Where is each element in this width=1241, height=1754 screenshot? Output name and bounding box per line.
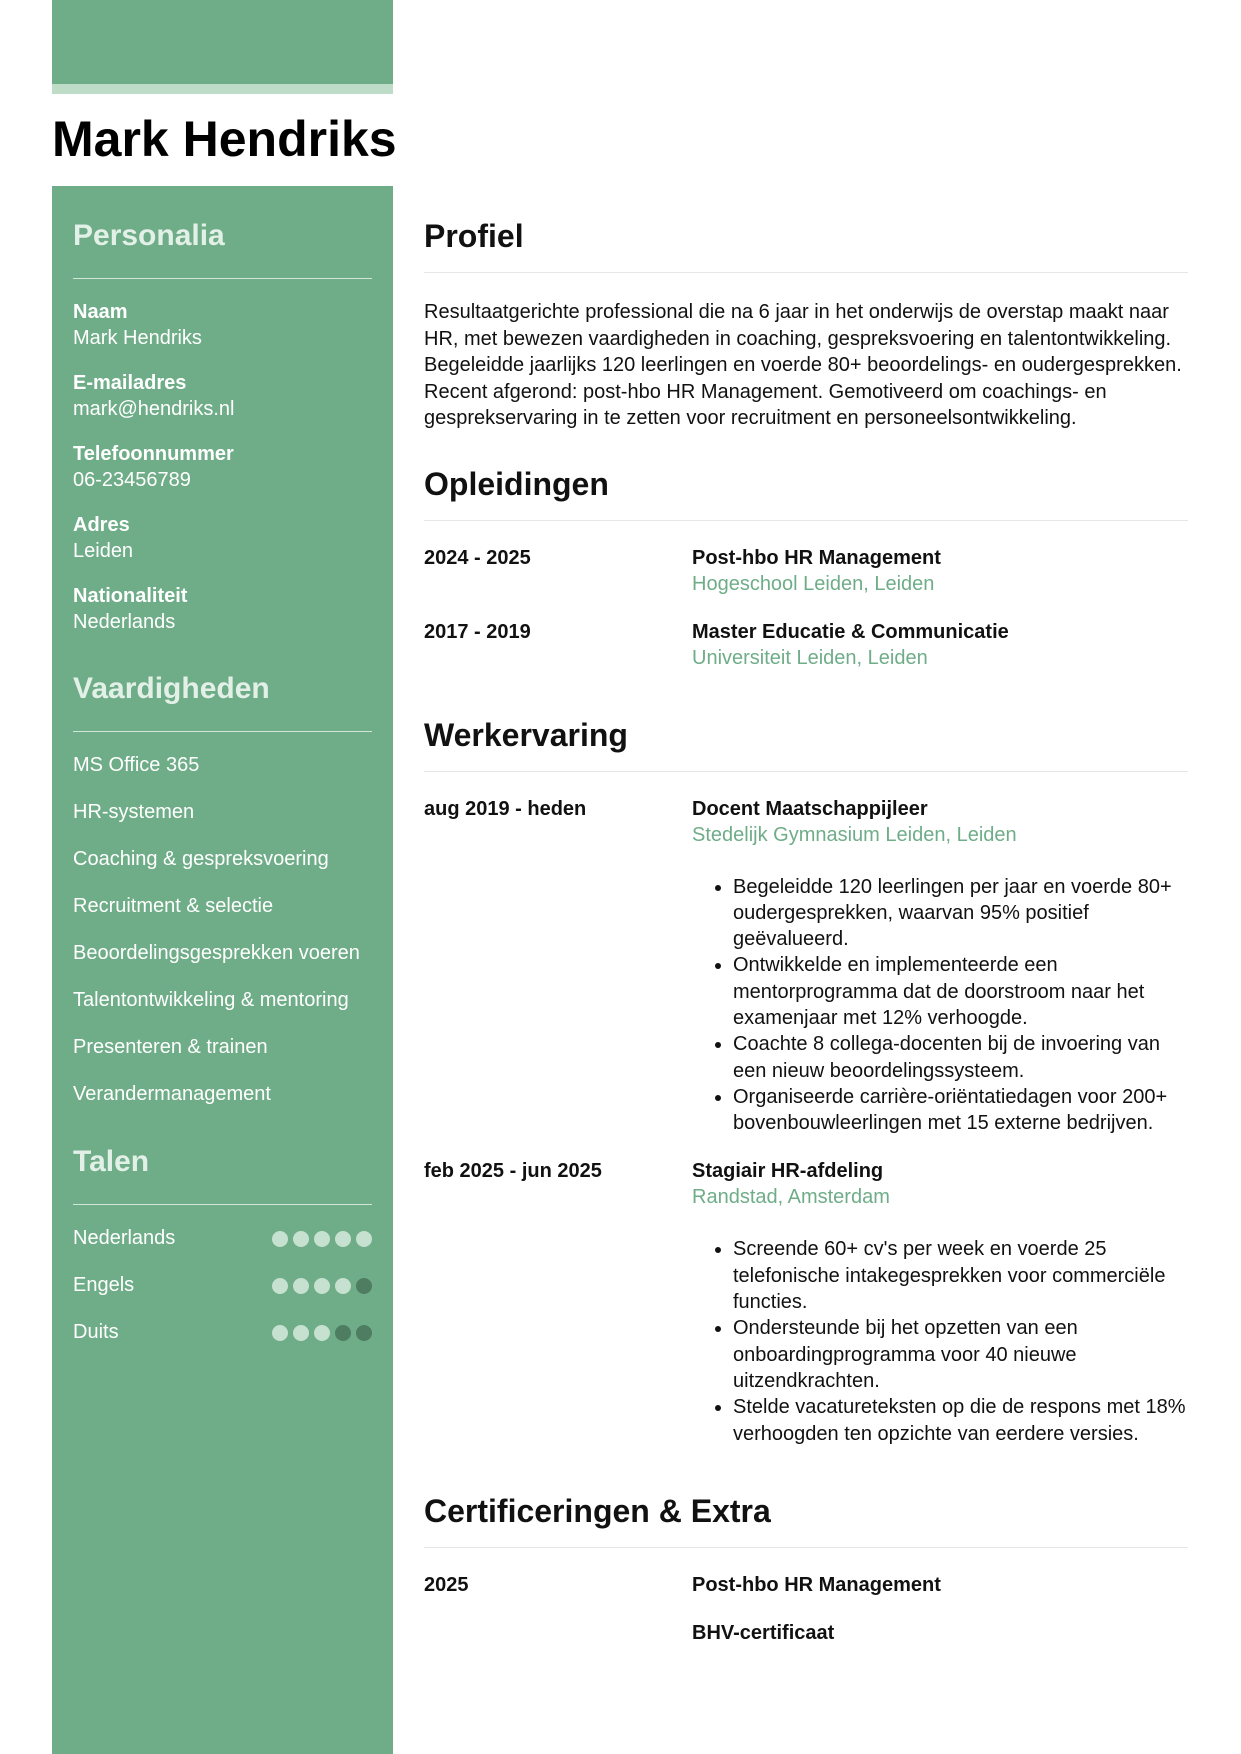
- entry-body: [692, 545, 1188, 597]
- bullet-item: • Organiseerde carrière-oriëntatiedagen voor 200+ bovenbouwleerlingen met 15 externe bedrijven.: [733, 1084, 1188, 1137]
- field-label: Adres: [73, 514, 130, 536]
- certifications-heading: Certificeringen & Extra: [424, 1481, 1188, 1548]
- level-dot-filled: [335, 1278, 351, 1294]
- experience-entry: [424, 796, 1188, 1137]
- entry-title: Docent Maatschappijleer: [692, 797, 928, 820]
- header-band: [52, 0, 393, 84]
- sidebar: [73, 206, 372, 1370]
- skill-item: Talentontwikkeling & mentoring: [73, 989, 349, 1011]
- entry-institution: Universiteit Leiden, Leiden: [692, 646, 928, 669]
- entry-bullets: [692, 874, 1188, 1137]
- candidate-name: Mark Hendriks: [52, 111, 397, 167]
- level-dot-empty: [356, 1325, 372, 1341]
- language-name: Nederlands: [73, 1227, 176, 1249]
- header-band-accent: [52, 84, 393, 94]
- education-entries: [424, 521, 1188, 705]
- bullet-item: • Ondersteunde bij het opzetten van een onboardingprogramma voor 40 nieuwe uitzendkrachten.: [733, 1315, 1188, 1394]
- profile-text: Resultaatgerichte professional die na 6 jaar in het onderwijs de overstap maakt naar HR, met bewezen vaardigheden in coaching, gespreksvoering en talentontwikkeling. Begeleidde jaarlijks 120 leerlingen en voerde 80+ beoordelings- en oudergesprekken. Recent afgerond: post-hbo HR Management. Gemotiveerd om coachings- en gesprekservaring in te zetten voor recruitment en personeelsontwikkeling.: [424, 301, 1182, 429]
- field-label: Naam: [73, 301, 128, 323]
- level-dot-filled: [272, 1278, 288, 1294]
- language-level-dots: [272, 1231, 372, 1247]
- bullet-item: • Begeleidde 120 leerlingen per jaar en voerde 80+ oudergesprekken, waarvan 95% positief geëvalueerd.: [733, 874, 1188, 953]
- field-nationaliteit: [73, 583, 372, 635]
- entry-date: 2025: [424, 1573, 469, 1596]
- entry-employer: Stedelijk Gymnasium Leiden, Leiden: [692, 823, 1017, 846]
- language-level-dots: [272, 1278, 372, 1294]
- entry-date: 2024 - 2025: [424, 546, 531, 569]
- skill-item: Coaching & gespreksvoering: [73, 848, 329, 870]
- entry-date: aug 2019 - heden: [424, 797, 587, 820]
- entry-title: Post-hbo HR Management: [692, 546, 941, 569]
- entry-body: [692, 619, 1188, 671]
- field-label: E-mailadres: [73, 372, 187, 394]
- experience-section: [424, 705, 1188, 1481]
- field-value: 06-23456789: [73, 469, 191, 491]
- field-adres: [73, 512, 372, 564]
- bullet-item: • Ontwikkelde en implementeerde een mentorprogramma dat de doorstroom naar het examenjaar met 12% verhoogde.: [733, 952, 1188, 1031]
- entry-institution: Hogeschool Leiden, Leiden: [692, 572, 935, 595]
- field-telefoon: [73, 441, 372, 493]
- level-dot-filled: [293, 1325, 309, 1341]
- level-dot-empty: [335, 1325, 351, 1341]
- certification-item: Post-hbo HR Management: [692, 1573, 941, 1596]
- profile-heading: Profiel: [424, 206, 1188, 273]
- education-section: [424, 454, 1188, 705]
- languages-section: [73, 1132, 372, 1346]
- entry-body: [692, 1158, 1188, 1446]
- entry-title: Master Educatie & Communicatie: [692, 620, 1009, 643]
- level-dot-filled: [293, 1278, 309, 1294]
- entry-employer: Randstad, Amsterdam: [692, 1186, 890, 1209]
- skills-heading: Vaardigheden: [73, 659, 372, 732]
- skill-item: Recruitment & selectie: [73, 895, 274, 917]
- certification-entry: [424, 1572, 1188, 1668]
- profile-section: [424, 206, 1188, 454]
- level-dot-filled: [314, 1278, 330, 1294]
- language-level-dots: [272, 1325, 372, 1341]
- field-value: mark@hendriks.nl: [73, 398, 235, 420]
- education-entry: [424, 619, 1188, 671]
- experience-heading: Werkervaring: [424, 705, 1188, 772]
- personalia-section: [73, 206, 372, 635]
- field-email: [73, 370, 372, 422]
- entry-body: [692, 796, 1188, 1137]
- skills-section: [73, 659, 372, 1108]
- skills-list: [73, 732, 372, 1108]
- entry-bullets: [692, 1236, 1188, 1446]
- level-dot-empty: [356, 1278, 372, 1294]
- languages-list: [73, 1205, 372, 1346]
- field-value: Nederlands: [73, 611, 176, 633]
- personalia-fields: [73, 279, 372, 635]
- entry-date: feb 2025 - jun 2025: [424, 1160, 602, 1183]
- language-item: [73, 1225, 372, 1252]
- level-dot-filled: [272, 1231, 288, 1247]
- level-dot-filled: [293, 1231, 309, 1247]
- field-label: Nationaliteit: [73, 585, 188, 607]
- education-heading: Opleidingen: [424, 454, 1188, 521]
- certification-item: BHV-certificaat: [692, 1621, 835, 1644]
- education-entry: [424, 545, 1188, 597]
- language-name: Duits: [73, 1321, 119, 1343]
- language-name: Engels: [73, 1274, 135, 1296]
- skill-item: Beoordelingsgesprekken voeren: [73, 942, 360, 964]
- bullet-item: • Stelde vacatureteksten op die de respons met 18% verhoogden ten opzichte van eerdere versies.: [733, 1394, 1188, 1447]
- main-content: [424, 206, 1188, 1702]
- language-item: [73, 1319, 372, 1346]
- experience-entry: [424, 1158, 1188, 1446]
- field-value: Leiden: [73, 540, 134, 562]
- experience-entries: [424, 772, 1188, 1481]
- field-value: Mark Hendriks: [73, 327, 202, 349]
- skill-item: Verandermanagement: [73, 1083, 271, 1105]
- bullet-item: • Screende 60+ cv's per week en voerde 25 telefonische intakegesprekken voor commerciële functies.: [733, 1236, 1188, 1315]
- skill-item: MS Office 365: [73, 754, 200, 776]
- field-label: Telefoonnummer: [73, 443, 234, 465]
- level-dot-filled: [335, 1231, 351, 1247]
- skill-item: Presenteren & trainen: [73, 1036, 268, 1058]
- entry-date: 2017 - 2019: [424, 620, 531, 643]
- field-naam: [73, 299, 372, 351]
- skill-item: HR-systemen: [73, 801, 195, 823]
- languages-heading: Talen: [73, 1132, 372, 1205]
- certifications-section: [424, 1481, 1188, 1702]
- level-dot-filled: [272, 1325, 288, 1341]
- entry-body: [692, 1572, 1188, 1668]
- entry-title: Stagiair HR-afdeling: [692, 1160, 884, 1183]
- level-dot-filled: [314, 1231, 330, 1247]
- level-dot-filled: [314, 1325, 330, 1341]
- bullet-item: • Coachte 8 collega-docenten bij de invoering van een nieuw beoordelingssysteem.: [733, 1031, 1188, 1084]
- certifications-entries: [424, 1548, 1188, 1702]
- level-dot-filled: [356, 1231, 372, 1247]
- language-item: [73, 1272, 372, 1299]
- personalia-heading: Personalia: [73, 206, 372, 279]
